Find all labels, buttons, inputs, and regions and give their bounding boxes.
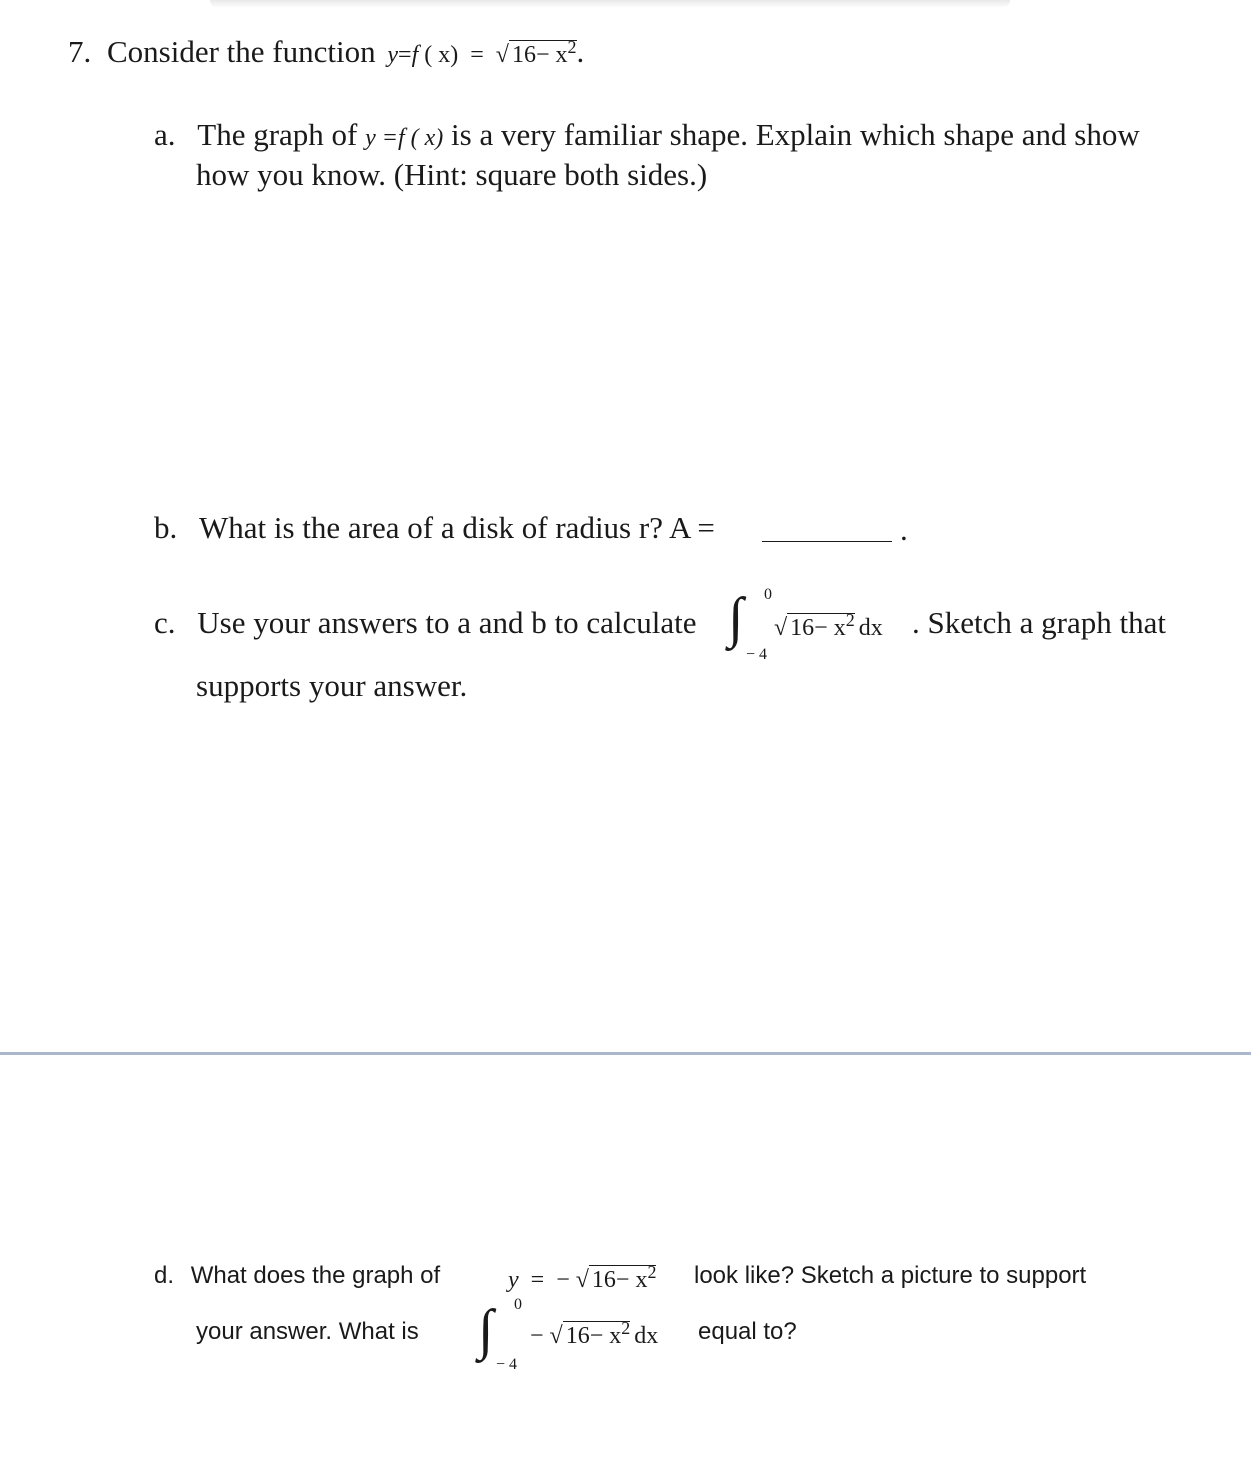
fn-eq: =: [398, 42, 412, 68]
part-c-text1: Use your answers to a and b to calculate: [197, 605, 697, 640]
part-c-radicand: 16− x: [790, 615, 846, 641]
fn-eq2: =: [470, 42, 484, 68]
part-d-integral-sign: ∫: [478, 1299, 494, 1361]
part-c-sqrt: √ $16- x^2$ dx: [774, 610, 883, 641]
part-a-label: a.: [154, 117, 176, 152]
answer-blank[interactable]: [762, 541, 892, 542]
upper-limit: 0: [764, 586, 772, 603]
part-c-exp: 2: [845, 610, 855, 630]
part-d-fn: y = − √ $16- x^2$: [508, 1262, 657, 1293]
problem-number: 7.: [68, 34, 92, 69]
part-d-minus: −: [556, 1267, 570, 1293]
part-d-label: d.: [154, 1262, 175, 1289]
part-d-y: y: [508, 1267, 519, 1293]
part-d-line2: your answer. What is: [196, 1318, 419, 1345]
fn-f: f: [411, 42, 419, 68]
part-c-text2: . Sketch a graph that: [912, 605, 1166, 640]
part-d-dx: dx: [634, 1323, 659, 1349]
part-d-integrand: − √ $16- x^2$ dx: [530, 1318, 659, 1349]
problem-header: [68, 34, 584, 70]
part-d-exp: 2: [647, 1262, 657, 1282]
part-a-text1: The graph of: [197, 117, 358, 152]
part-d-text2: look like? Sketch a picture to support: [694, 1262, 1087, 1289]
part-d-minus2: −: [530, 1323, 544, 1349]
part-d-text3: equal to?: [698, 1318, 797, 1345]
part-a-text2: is a very familiar shape. Explain which shape and show: [451, 117, 1140, 152]
problem-intro: Consider the function: [107, 34, 376, 69]
part-b-text: What is the area of a disk of radius r? A =: [199, 510, 715, 545]
fn-y: y: [387, 42, 399, 68]
part-c-label: c.: [154, 605, 176, 640]
page-divider: [0, 1052, 1251, 1055]
top-shadow: [210, 0, 1010, 8]
part-d-exp2: 2: [621, 1318, 631, 1338]
part-b-period: .: [900, 512, 908, 547]
part-a-fn: y =f ( x): [365, 125, 444, 151]
part-b-label: b.: [154, 510, 178, 545]
part-d: [154, 1262, 440, 1290]
end-period: .: [576, 34, 585, 69]
sqrt-expr: √ $16- x^2$: [495, 37, 577, 68]
part-b: [154, 510, 715, 546]
part-d-upper: 0: [514, 1296, 522, 1313]
radicand: 16− x: [511, 42, 568, 68]
part-c-line2: supports your answer.: [196, 668, 468, 703]
part-d-radicand2: 16− x: [565, 1323, 622, 1349]
part-a-line2: how you know. (Hint: square both sides.): [196, 157, 708, 192]
fn-args: ( x): [424, 42, 459, 68]
part-d-radicand: 16− x: [591, 1267, 648, 1293]
part-d-eq: =: [530, 1267, 545, 1293]
part-c: [154, 605, 697, 641]
part-d-text1: What does the graph of: [190, 1262, 441, 1289]
part-d-lower: − 4: [496, 1356, 518, 1373]
integral-sign: ∫: [728, 587, 744, 649]
part-c-dx: dx: [858, 615, 883, 641]
exponent: 2: [567, 37, 577, 57]
part-a: [154, 117, 1140, 153]
lower-limit: − 4: [746, 646, 768, 663]
